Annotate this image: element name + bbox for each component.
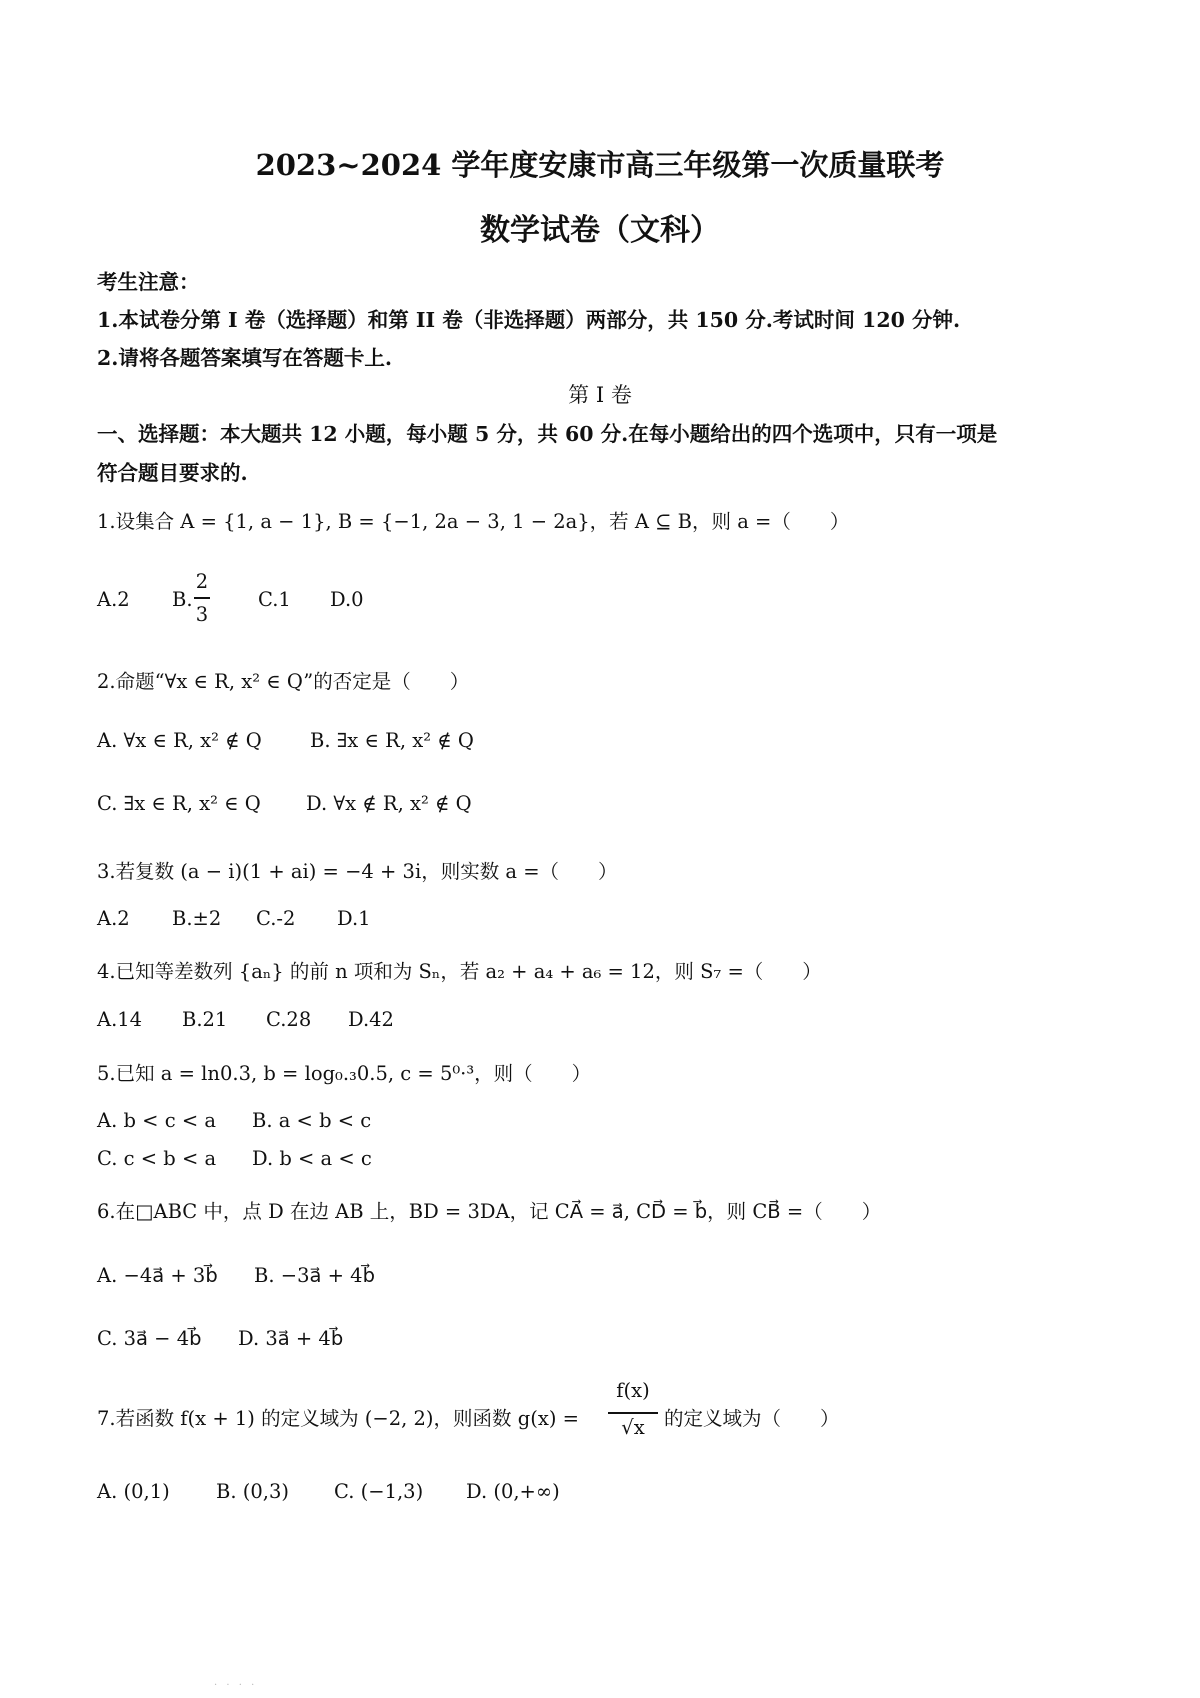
q6-option-d: D. 3a⃗ + 4b⃗	[238, 1327, 344, 1350]
notice-item-2: 2.请将各题答案填写在答题卡上.	[97, 346, 393, 370]
exam-title: 2023~2024 学年度安康市高三年级第一次质量联考	[255, 148, 945, 182]
q1-option-b-denominator: 3	[195, 603, 209, 626]
exam-subtitle: 数学试卷（文科）	[480, 213, 720, 248]
q4-option-d: D.42	[348, 1008, 394, 1031]
question-2-stem: 2.命题“∀x ∈ R, x² ∈ Q”的否定是（ ）	[97, 670, 470, 693]
q1-option-b-numerator: 2	[195, 570, 209, 593]
q7-fraction-numerator: f(x)	[616, 1379, 650, 1402]
q4-option-a: A.14	[97, 1008, 143, 1031]
section-heading-line1: 一、选择题：本大题共 12 小题，每小题 5 分，共 60 分.在每小题给出的四个选项中，只有一项是	[97, 422, 998, 446]
q1-option-b: B.	[172, 588, 193, 611]
q7-fraction-denominator: √x	[621, 1416, 645, 1439]
notice-item-1: 1.本试卷分第 I 卷（选择题）和第 II 卷（非选择题）两部分，共 150 分.考试时间 120 分钟.	[97, 308, 961, 332]
question-7-stem-part1: 7.若函数 f(x + 1) 的定义域为 (−2, 2)，则函数 g(x) =	[97, 1407, 579, 1430]
question-6-stem: 6.在□ABC 中，点 D 在边 AB 上，BD = 3DA，记 CA⃗ = a⃗, CD⃗ = b⃗，则 CB⃗ =（ ）	[97, 1200, 882, 1223]
q7-option-d: D. (0,+∞)	[466, 1480, 560, 1503]
q5-option-a: A. b < c < a	[97, 1109, 216, 1132]
q5-option-c: C. c < b < a	[97, 1147, 217, 1170]
footer-mark: · · · ·	[214, 1680, 258, 1691]
q7-option-c: C. (−1,3)	[334, 1480, 424, 1503]
q4-option-b: B.21	[182, 1008, 228, 1031]
q2-option-d: D. ∀x ∉ R, x² ∉ Q	[306, 792, 472, 815]
q1-option-a: A.2	[97, 588, 130, 611]
q7-fraction-bar	[608, 1412, 658, 1414]
q1-option-b-fraction-bar	[194, 597, 210, 599]
section-heading-line2: 符合题目要求的.	[97, 461, 248, 485]
q7-option-a: A. (0,1)	[97, 1480, 170, 1503]
q6-option-b: B. −3a⃗ + 4b⃗	[254, 1264, 375, 1287]
q3-option-b: B.±2	[172, 907, 222, 930]
q3-option-d: D.1	[337, 907, 371, 930]
q5-option-d: D. b < a < c	[252, 1147, 372, 1170]
volume-label: 第 I 卷	[568, 383, 632, 407]
q4-option-c: C.28	[266, 1008, 312, 1031]
q2-option-b: B. ∃x ∈ R, x² ∉ Q	[310, 729, 474, 752]
q2-option-a: A. ∀x ∈ R, x² ∉ Q	[97, 729, 262, 752]
q6-option-a: A. −4a⃗ + 3b⃗	[97, 1264, 218, 1287]
question-5-stem: 5.已知 a = ln0.3, b = log₀.₃0.5, c = 5⁰·³，则（ ）	[97, 1062, 592, 1085]
q6-option-c: C. 3a⃗ − 4b⃗	[97, 1327, 202, 1350]
question-4-stem: 4.已知等差数列 {aₙ} 的前 n 项和为 Sₙ，若 a₂ + a₄ + a₆ = 12，则 S₇ =（ ）	[97, 960, 822, 983]
q1-option-c: C.1	[258, 588, 291, 611]
question-3-stem: 3.若复数 (a − i)(1 + ai) = −4 + 3i，则实数 a =（ ）	[97, 860, 618, 883]
q5-option-b: B. a < b < c	[252, 1109, 372, 1132]
q2-option-c: C. ∃x ∈ R, x² ∈ Q	[97, 792, 261, 815]
q3-option-a: A.2	[97, 907, 130, 930]
q7-option-b: B. (0,3)	[216, 1480, 289, 1503]
q1-option-d: D.0	[330, 588, 364, 611]
question-7-stem-part2: 的定义域为（ ）	[664, 1407, 840, 1430]
q3-option-c: C.-2	[256, 907, 296, 930]
notice-heading: 考生注意：	[97, 270, 200, 294]
question-1-stem: 1.设集合 A = {1, a − 1}, B = {−1, 2a − 3, 1 − 2a}，若 A ⊆ B，则 a =（ ）	[97, 510, 850, 533]
